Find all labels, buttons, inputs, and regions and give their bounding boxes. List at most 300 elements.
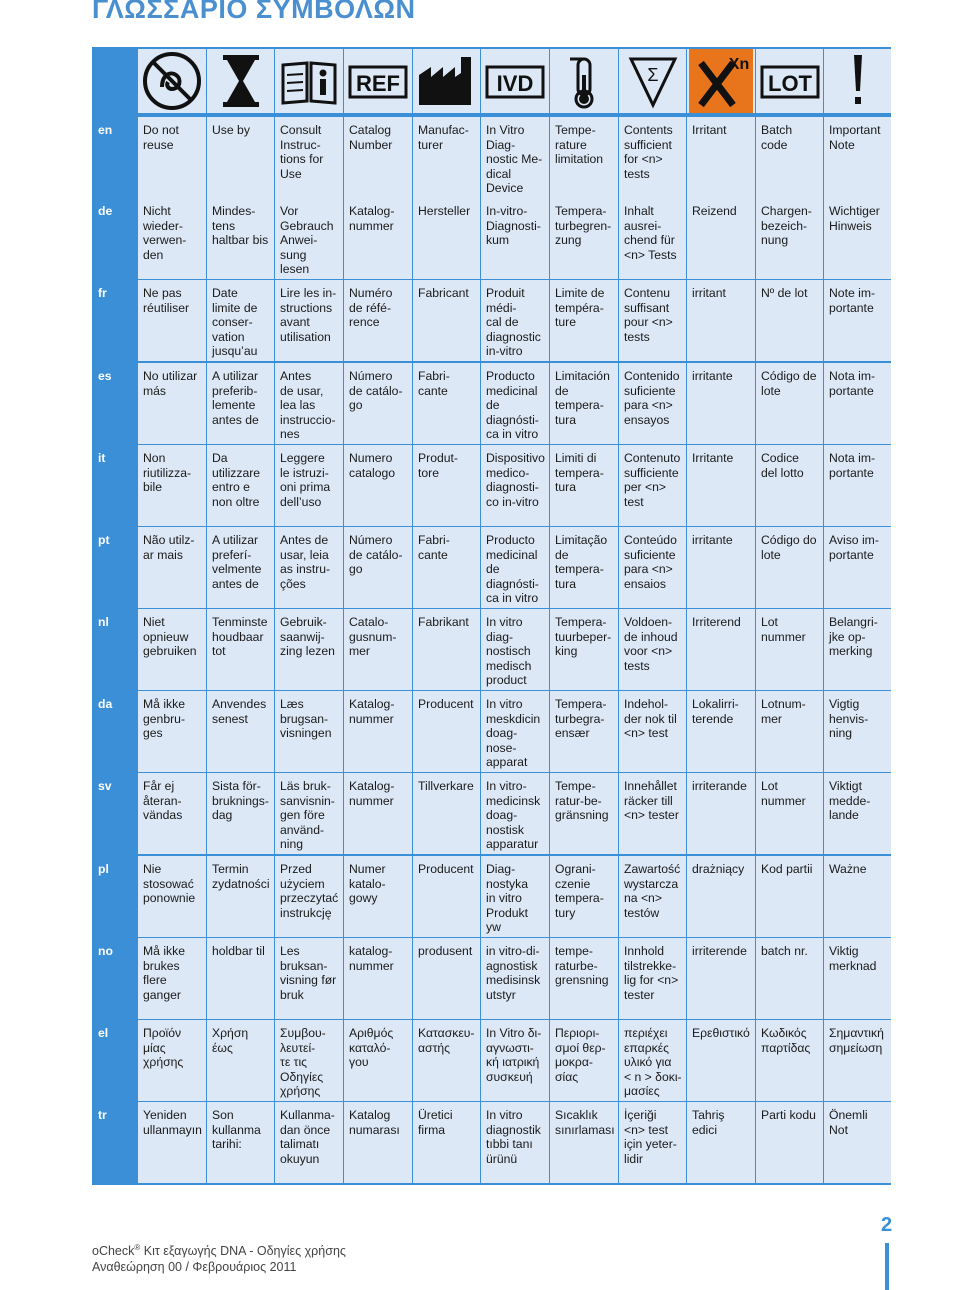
table-cell <box>550 363 618 444</box>
cell-text-line: In Vitro δι- <box>486 1026 542 1040</box>
cell-text-line: gränsning <box>555 808 609 823</box>
cell-text-line: Chargen- <box>761 204 812 218</box>
cell-text-line: ning <box>280 837 304 852</box>
cell-text-line: Katalog <box>349 1108 391 1122</box>
cell-text-line: tıbbi tanı <box>486 1137 533 1152</box>
temperature-limit-icon <box>550 49 618 113</box>
cell-text-line: terende <box>692 711 734 726</box>
cell-text-line: Termin <box>212 862 249 876</box>
table-cell <box>481 938 549 1019</box>
cell-text-line: per <n> <box>624 480 667 495</box>
cell-text-line: Indehol- <box>624 697 669 711</box>
cell-text-line: tempera- <box>555 398 604 413</box>
table-cell <box>413 527 480 608</box>
cell-text-line: λευτεί- <box>280 1040 316 1055</box>
cell-text-line: del lotto <box>761 465 804 480</box>
cell-text-line: περιέχει <box>624 1026 668 1040</box>
table-cell <box>275 1102 343 1183</box>
cell-text-line: product <box>486 673 527 688</box>
cell-text-line: diagnósti- <box>486 412 539 427</box>
cell-text-line: yw <box>486 920 501 935</box>
manufacturer-icon <box>413 49 480 113</box>
table-cell <box>824 1020 891 1101</box>
cell-text-line: medisch <box>486 658 532 673</box>
table-cell <box>413 609 480 690</box>
table-cell <box>344 1020 412 1101</box>
table-row <box>92 280 891 361</box>
cell-text-line: Produkt <box>486 905 529 920</box>
table-cell <box>275 198 343 279</box>
cell-text-line: nung <box>761 233 789 248</box>
cell-text-line: suficiente <box>624 547 676 562</box>
table-cell <box>138 363 206 444</box>
language-code: da <box>92 691 137 772</box>
cell-text-line: Fabricant <box>418 286 469 300</box>
table-cell <box>413 1020 480 1101</box>
cell-text-line: Nie <box>143 862 162 876</box>
cell-text-line: lea las <box>280 398 316 413</box>
cell-text-line: talimatı <box>280 1137 320 1152</box>
cell-text-line: voor <n> <box>624 644 673 659</box>
table-cell <box>275 773 343 854</box>
cell-text-line: mer <box>761 711 782 726</box>
cell-text-line: wieder- <box>143 218 183 233</box>
cell-text-line: limite de <box>212 300 258 315</box>
cell-text-line: Diag- <box>486 862 516 876</box>
table-row <box>92 198 891 279</box>
table-cell <box>550 117 618 198</box>
cell-text-line: Contenu <box>624 286 671 300</box>
cell-text-line: agnostisk <box>486 958 538 973</box>
language-code: it <box>92 445 137 526</box>
table-cell <box>138 938 206 1019</box>
table-cell <box>824 117 891 198</box>
table-cell <box>481 609 549 690</box>
cell-text-line: holdbar til <box>212 944 265 958</box>
table-cell <box>207 773 274 854</box>
table-cell <box>481 691 549 772</box>
table-cell <box>687 117 755 198</box>
cell-text-line: Üretici <box>418 1108 453 1122</box>
cell-text-line: más <box>143 383 167 398</box>
language-code: sv <box>92 773 137 854</box>
cell-text-line: μασίες <box>624 1084 660 1099</box>
cell-text-line: vändas <box>143 808 183 823</box>
cell-text-line: gen före <box>280 808 325 823</box>
table-cell <box>138 1020 206 1101</box>
page-title: ΓΛΩΣΣΑΡΙΟ ΣΥΜΒΟΛΩΝ <box>92 0 416 24</box>
cell-text-line: Ερεθιστικό <box>692 1026 750 1040</box>
cell-text-line: structions <box>280 300 333 315</box>
table-cell <box>275 445 343 526</box>
cell-text-line: Irriterend <box>692 615 741 629</box>
table-cell <box>619 445 686 526</box>
cell-text-line: riutilizza- <box>143 465 192 480</box>
table-cell <box>138 856 206 937</box>
table-cell <box>413 773 480 854</box>
cell-text-line: Producto <box>486 533 535 547</box>
cell-text-line: diagnósti- <box>486 576 539 591</box>
table-cell <box>550 198 618 279</box>
cell-text-line: portante <box>829 547 874 562</box>
cell-text-line: Må ikke <box>143 697 185 711</box>
table-cell <box>481 1020 549 1101</box>
cell-text-line: utilisation <box>280 329 331 344</box>
cell-text-line: nummer <box>349 218 394 233</box>
table-cell <box>138 280 206 361</box>
cell-text-line: numarası <box>349 1122 400 1137</box>
table-cell <box>481 527 549 608</box>
cell-text-line: Note <box>829 137 855 152</box>
cell-text-line: suffisant <box>624 300 670 315</box>
cell-text-line: przeczytać <box>280 891 339 906</box>
cell-text-line: apparatur <box>486 837 539 852</box>
language-code: pt <box>92 527 137 608</box>
cell-text-line: de inhoud <box>624 629 678 644</box>
cell-text-line: Conteúdo <box>624 533 677 547</box>
table-cell <box>275 856 343 937</box>
cell-text-line: <n> test <box>624 726 669 741</box>
cell-text-line: Consult <box>280 123 322 137</box>
cell-text-line: Hersteller <box>418 204 471 218</box>
cell-text-line: tens <box>212 218 236 233</box>
cell-text-line: Manufac- <box>418 123 469 137</box>
cell-text-line: Læs <box>280 697 304 711</box>
cell-text-line: Fabrikant <box>418 615 469 629</box>
cell-text-line: κή ιατρική <box>486 1055 540 1070</box>
cell-text-line: sanvisnin- <box>280 793 335 808</box>
cell-text-line: Number <box>349 137 393 152</box>
ivd-icon <box>481 49 549 113</box>
cell-text-line: Diag- <box>486 137 516 152</box>
cell-text-line: de réfé- <box>349 300 392 315</box>
cell-text-line: Kullanma- <box>280 1108 335 1122</box>
cell-text-line: <n> tester <box>624 808 679 823</box>
table-cell <box>207 117 274 198</box>
table-cell <box>138 691 206 772</box>
cell-text-line: σημείωση <box>829 1040 883 1055</box>
cell-text-line: tempera- <box>555 891 604 906</box>
cell-text-line: firma <box>418 1122 446 1137</box>
cell-text-line: Må ikke <box>143 944 185 958</box>
lot-batch-icon <box>756 49 823 113</box>
table-cell <box>138 527 206 608</box>
cell-text-line: zing lezen <box>280 644 335 659</box>
table-cell <box>619 773 686 854</box>
table-cell <box>344 856 412 937</box>
table-cell <box>344 363 412 444</box>
cell-text-line: Χρήση <box>212 1026 249 1040</box>
cell-text-line: Dispositivo <box>486 451 545 465</box>
table-cell <box>481 445 549 526</box>
table-cell <box>619 117 686 198</box>
cell-text-line: Use by <box>212 123 250 137</box>
table-cell <box>207 280 274 361</box>
language-code: no <box>92 938 137 1019</box>
cell-text-line: tilstrekke- <box>624 958 677 973</box>
table-cell <box>413 198 480 279</box>
cell-text-line: χρήσης <box>143 1055 184 1070</box>
cell-text-line: In vitro <box>486 615 523 629</box>
cell-text-line: ponownie <box>143 891 196 906</box>
language-code: tr <box>92 1102 137 1183</box>
cell-text-line: χρήσης <box>280 1084 321 1099</box>
table-cell <box>756 773 823 854</box>
svg-text:Xn: Xn <box>728 56 750 73</box>
table-row <box>92 773 891 854</box>
table-cell <box>756 691 823 772</box>
cell-text-line: opnieuw <box>143 629 189 644</box>
cell-text-line: code <box>761 137 788 152</box>
cell-text-line: Reizend <box>692 204 737 218</box>
table-cell <box>344 1102 412 1183</box>
table-cell <box>756 198 823 279</box>
cell-text-line: haltbar bis <box>212 233 269 248</box>
cell-text-line: chend für <box>624 233 675 248</box>
cell-text-line: réutiliser <box>143 300 190 315</box>
cell-text-line: Leggere <box>280 451 325 465</box>
cell-text-line: tura <box>555 412 577 427</box>
cell-text-line: edici <box>692 1122 718 1137</box>
cell-text-line: irriterande <box>692 779 747 793</box>
cell-text-line: lande <box>829 808 859 823</box>
cell-text-line: bruknings- <box>212 793 269 808</box>
cell-text-line: Batch <box>761 123 793 137</box>
cell-text-line: turer <box>418 137 444 152</box>
cell-text-line: Número <box>349 369 393 383</box>
cell-text-line: Κωδικός <box>761 1026 807 1040</box>
table-row <box>92 856 891 937</box>
cell-text-line: nostic Me- <box>486 152 543 167</box>
cell-text-line: Irritant <box>692 123 727 137</box>
table-cell <box>824 445 891 526</box>
cell-text-line: Do not <box>143 123 179 137</box>
cell-text-line: in vitro <box>486 891 522 906</box>
table-cell <box>824 691 891 772</box>
table-cell <box>687 938 755 1019</box>
table-cell <box>275 527 343 608</box>
table-cell <box>619 691 686 772</box>
table-cell <box>550 609 618 690</box>
table-cell <box>756 609 823 690</box>
cell-text-line: catalogo <box>349 465 396 480</box>
table-cell <box>413 280 480 361</box>
table-cell <box>275 691 343 772</box>
cell-text-line: rence <box>349 315 380 330</box>
table-cell <box>481 280 549 361</box>
cell-text-line: tempéra- <box>555 300 604 315</box>
cell-text-line: nostyka <box>486 876 529 891</box>
cell-text-line: bruksan- <box>280 958 328 973</box>
cell-text-line: ürünü <box>486 1151 518 1166</box>
cell-text-line: ca in vitro <box>486 591 539 606</box>
cell-text-line: utstyr <box>486 987 516 1002</box>
svg-text:IVD: IVD <box>496 71 534 96</box>
cell-text-line: raturbe- <box>555 958 598 973</box>
cell-text-line: καταλό- <box>349 1040 391 1055</box>
cell-text-line: diagnostik <box>486 1122 541 1137</box>
svg-text:LOT: LOT <box>767 71 812 96</box>
cell-text-line: Parti kodu <box>761 1108 816 1122</box>
cell-text-line: Código do <box>761 533 817 547</box>
table-cell <box>275 1020 343 1101</box>
cell-text-line: test <box>624 494 644 509</box>
table-cell <box>619 609 686 690</box>
cell-text-line: cante <box>418 383 448 398</box>
cell-text-line: αγνωστι- <box>486 1040 534 1055</box>
cell-text-line: tury <box>555 905 576 920</box>
cell-text-line: Antes <box>280 369 312 383</box>
cell-text-line: Nicht <box>143 204 171 218</box>
cell-text-line: zydatności <box>212 876 270 891</box>
cell-text-line: den <box>143 247 164 262</box>
table-cell <box>824 198 891 279</box>
table-cell <box>550 280 618 361</box>
cell-text-line: Numero <box>349 451 393 465</box>
cell-text-line: doag- <box>486 808 518 823</box>
cell-text-line: instrukcję <box>280 905 332 920</box>
cell-text-line: sufficiente <box>624 465 679 480</box>
cell-text-line: In vitro <box>486 697 523 711</box>
cell-text-line: nummer <box>349 711 394 726</box>
cell-text-line: dag <box>212 808 233 823</box>
cell-text-line: Lot <box>761 779 778 793</box>
cell-text-line: in-vitro <box>486 344 523 359</box>
cell-text-line: wystarcza <box>624 876 679 891</box>
cell-text-line: non oltre <box>212 494 260 509</box>
cell-text-line: nummer <box>349 793 394 808</box>
cell-text-line: räcker till <box>624 793 673 808</box>
cell-text-line: tester <box>624 987 655 1002</box>
footer <box>92 1240 346 1275</box>
cell-text-line: Hinweis <box>829 218 872 233</box>
cell-text-line: Får ej <box>143 779 175 793</box>
cell-text-line: Κατασκευ- <box>418 1026 475 1040</box>
cell-text-line: conser- <box>212 315 253 330</box>
cell-text-line: ture <box>555 315 577 330</box>
cell-text-line: Ne pas <box>143 286 182 300</box>
cell-text-line: A utilizar <box>212 369 259 383</box>
cell-text-line: επαρκές <box>624 1040 670 1055</box>
do-not-reuse-icon <box>138 49 206 113</box>
symbol-glossary-table <box>92 47 891 1185</box>
page-number: 2 <box>881 1214 893 1236</box>
table-row <box>92 609 891 690</box>
cell-text-line: Produit <box>486 286 525 300</box>
table-row <box>92 527 891 608</box>
cell-text-line: Not <box>829 1122 848 1137</box>
table-cell <box>275 280 343 361</box>
table-cell <box>413 938 480 1019</box>
cell-text-line: Use <box>280 166 302 181</box>
important-note-icon <box>824 49 891 113</box>
cell-text-line: använd- <box>280 822 325 837</box>
table-cell <box>481 117 549 198</box>
table-cell <box>824 773 891 854</box>
cell-text-line: tura <box>555 576 577 591</box>
cell-text-line: Lotnum- <box>761 697 806 711</box>
table-cell <box>756 280 823 361</box>
cell-text-line: Nº de lot <box>761 286 808 300</box>
cell-text-line: nummer <box>349 958 394 973</box>
cell-text-line: brukes <box>143 958 180 973</box>
cell-text-line: ausrei- <box>624 218 662 233</box>
cell-text-line: Catalo- <box>349 615 389 629</box>
cell-text-line: Important <box>829 123 881 137</box>
cell-text-line: reuse <box>143 137 174 152</box>
table-row <box>92 691 891 772</box>
cell-text-line: katalo- <box>349 876 386 891</box>
cell-text-line: Αριθμός <box>349 1026 394 1040</box>
cell-text-line: ning <box>829 726 853 741</box>
table-cell <box>550 1102 618 1183</box>
cell-text-line: apparat <box>486 755 528 770</box>
cell-text-line: suficiente <box>624 383 676 398</box>
table-cell <box>550 445 618 526</box>
cell-text-line: de <box>555 547 569 562</box>
table-cell <box>756 117 823 198</box>
cell-text-line: merknad <box>829 958 877 973</box>
cell-text-line: go <box>349 562 363 577</box>
cell-text-line: tempe- <box>555 944 593 958</box>
irritant-xn-icon <box>687 49 755 113</box>
table-cell <box>275 363 343 444</box>
table-cell <box>344 280 412 361</box>
brand-name: oCheck <box>92 1244 135 1259</box>
cell-text-line: jke op- <box>829 629 866 644</box>
table-cell <box>207 527 274 608</box>
cell-text-line: έως <box>212 1040 233 1055</box>
cell-text-line: batch nr. <box>761 944 808 958</box>
cell-text-line: Tempe- <box>555 123 596 137</box>
cell-text-line: Tenminste <box>212 615 268 629</box>
cell-text-line: kum <box>486 233 510 248</box>
cell-text-line: turbegren- <box>555 218 612 233</box>
cell-text-line: Anvendes <box>212 697 267 711</box>
cell-text-line: jusqu’au <box>212 344 258 359</box>
cell-text-line: brugsan- <box>280 711 329 726</box>
cell-text-line: Device <box>486 181 524 196</box>
cell-text-line: ensaios <box>624 576 667 591</box>
cell-text-line: flere <box>143 973 167 988</box>
cell-text-line: antes de <box>212 576 259 591</box>
cell-text-line: Contenuto <box>624 451 681 465</box>
table-cell <box>344 938 412 1019</box>
cell-text-line: lote <box>761 383 781 398</box>
cell-text-line: para <n> <box>624 398 673 413</box>
cell-text-line: Katalog- <box>349 779 395 793</box>
cell-text-line: mer <box>349 644 370 659</box>
cell-text-line: Les <box>280 944 300 958</box>
table-cell <box>138 198 206 279</box>
table-cell <box>687 363 755 444</box>
cell-text-line: irriterende <box>692 944 747 958</box>
cell-text-line: < n > δοκι- <box>624 1069 682 1084</box>
cell-text-line: Belangri- <box>829 615 878 629</box>
cell-text-line: produsent <box>418 944 473 958</box>
cell-text-line: Sista för- <box>212 779 261 793</box>
table-cell <box>344 527 412 608</box>
cell-text-line: usar, leia <box>280 547 329 562</box>
table-cell <box>824 363 891 444</box>
cell-text-line: sınırlaması <box>555 1122 615 1137</box>
table-cell <box>619 527 686 608</box>
cell-text-line: Viktigt <box>829 779 862 793</box>
table-cell <box>687 445 755 526</box>
cell-text-line: μοκρα- <box>555 1055 593 1070</box>
cell-text-line: Inhalt <box>624 204 654 218</box>
table-cell <box>756 363 823 444</box>
